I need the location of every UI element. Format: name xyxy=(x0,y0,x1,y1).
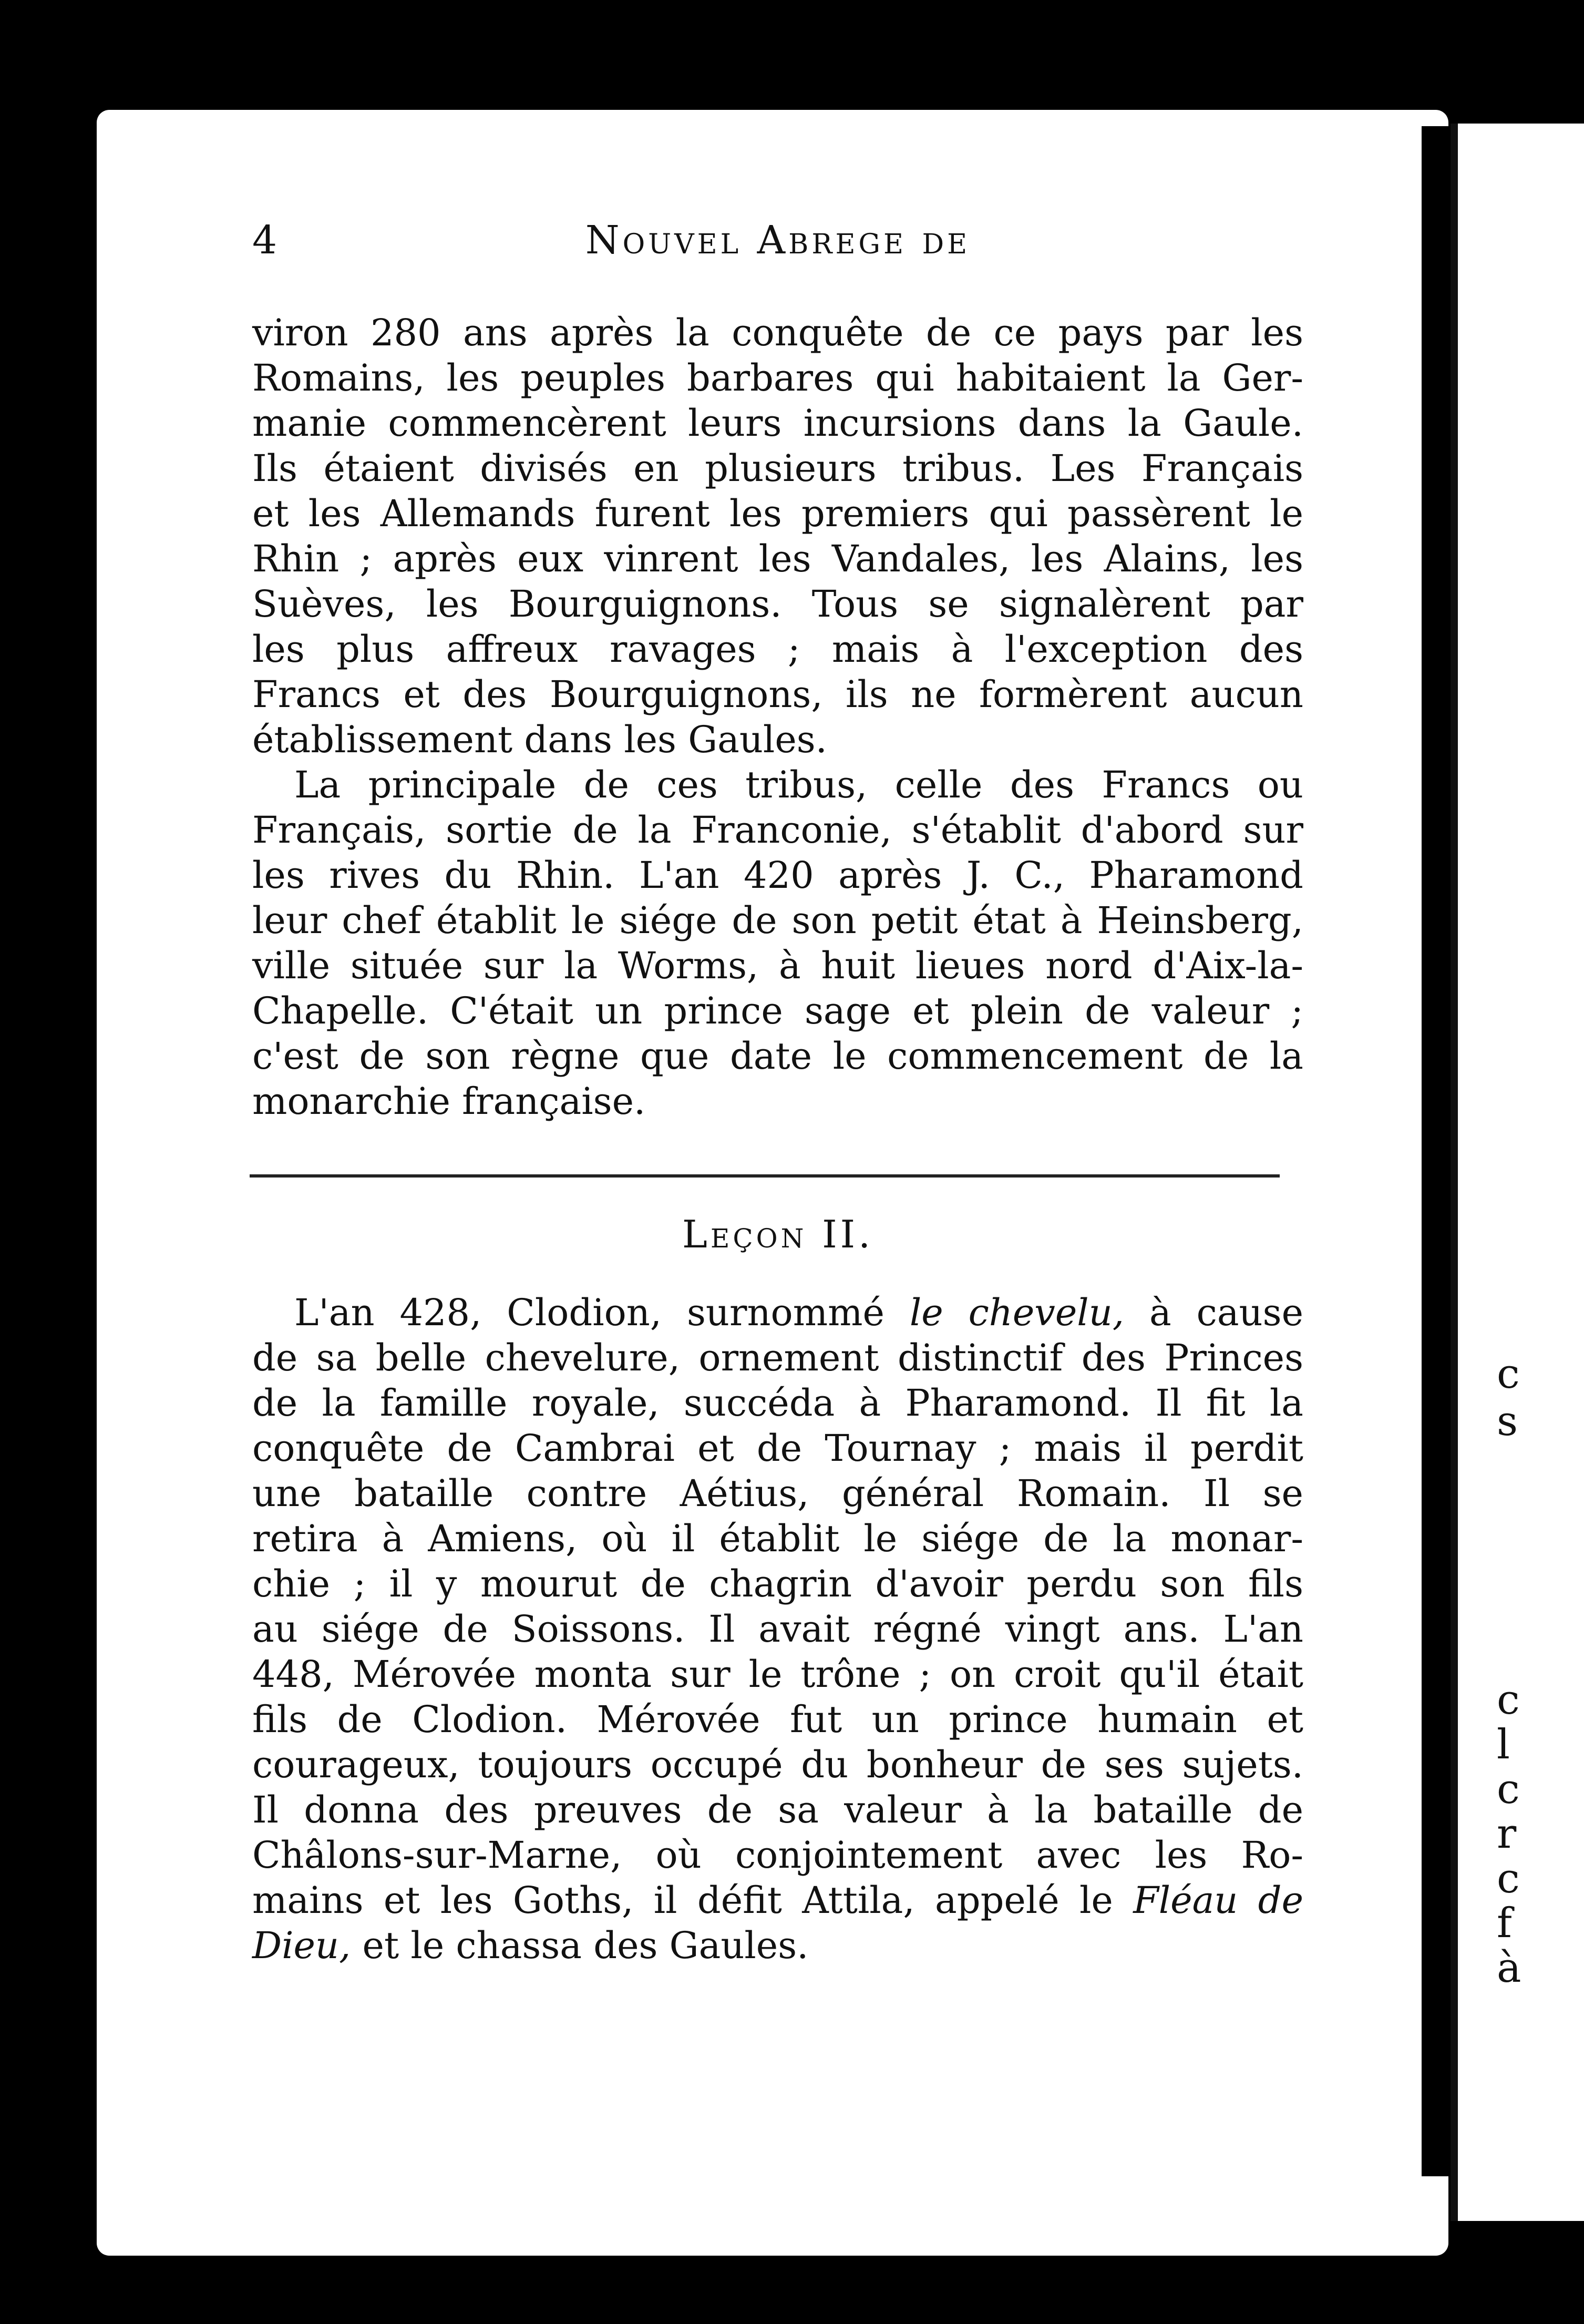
text-segment: et le chassa des Gaules. xyxy=(351,1924,809,1967)
running-title: Nouvel Abrege de xyxy=(585,218,971,263)
section-divider xyxy=(250,1174,1280,1178)
text-line: c'est de son règne que date le commencement de la xyxy=(252,1035,1303,1078)
facing-page-fragment: à xyxy=(1497,1944,1521,1992)
text-line: de la famille royale, succéda à Pharamond. Il fit la xyxy=(252,1381,1303,1425)
facing-page-edge xyxy=(1451,124,1584,2221)
binding-shadow xyxy=(1422,126,1451,2176)
text-line: manie commencèrent leurs incursions dans la Gaule. xyxy=(252,402,1303,445)
text-line: Ils étaient divisés en plusieurs tribus. Les Français xyxy=(252,447,1303,490)
text-line xyxy=(252,1878,1303,1923)
text-line: La principale de ces tribus, celle des Francs ou xyxy=(294,763,1303,806)
text-line: Rhin ; après eux vinrent les Vandales, les Alains, les xyxy=(252,537,1303,580)
paragraph-clodion xyxy=(252,1290,1303,1968)
text-line: Châlons-sur-Marne, où conjointement avec les Ro- xyxy=(252,1834,1303,1877)
italic-phrase: le chevelu, xyxy=(909,1291,1124,1334)
running-head xyxy=(252,218,1303,284)
facing-page-fragment: f xyxy=(1497,1900,1512,1947)
facing-page-fragment: s xyxy=(1497,1398,1518,1445)
text-line: établissement dans les Gaules. xyxy=(252,718,827,761)
text-line: Français, sortie de la Franconie, s'établit d'abord sur xyxy=(252,808,1303,852)
text-segment: L'an 428, Clodion, surnommé xyxy=(294,1291,910,1334)
text-line: chie ; il y mourut de chagrin d'avoir perdu son fils xyxy=(252,1562,1303,1605)
text-line: les rives du Rhin. L'an 420 après J. C., Pharamond xyxy=(252,854,1303,897)
facing-page-fragment: c xyxy=(1497,1350,1520,1398)
facing-page-fragment: l xyxy=(1497,1721,1510,1768)
text-line: une bataille contre Aétius, général Romain. Il se xyxy=(252,1472,1303,1515)
text-line: de sa belle chevelure, ornement distinctif des Princes xyxy=(252,1336,1303,1379)
text-line: 448, Mérovée monta sur le trône ; on croit qu'il était xyxy=(252,1653,1303,1696)
lesson-heading: Leçon II. xyxy=(682,1212,873,1256)
text-line xyxy=(252,1923,1303,1968)
text-segment: mains et les Goths, il défit Attila, appelé le xyxy=(252,1879,1134,1922)
text-line: Romains, les peuples barbares qui habitaient la Ger- xyxy=(252,356,1303,400)
facing-page-fragment: r xyxy=(1497,1810,1517,1858)
text-line: retira à Amiens, où il établit le siége de la monar- xyxy=(252,1517,1303,1560)
text-line: les plus affreux ravages ; mais à l'exception des xyxy=(252,628,1303,671)
text-line: monarchie française. xyxy=(252,1080,646,1123)
text-line: Il donna des preuves de sa valeur à la bataille de xyxy=(252,1788,1303,1831)
facing-page-gutter xyxy=(1451,124,1458,2221)
text-segment: à cause xyxy=(1124,1291,1303,1334)
text-line: au siége de Soissons. Il avait régné vingt ans. L'an xyxy=(252,1608,1303,1651)
page-number: 4 xyxy=(252,218,277,263)
facing-page-fragment: c xyxy=(1497,1676,1520,1724)
text-line: leur chef établit le siége de son petit état à Heinsberg, xyxy=(252,899,1303,942)
text-line: Francs et des Bourguignons, ils ne formèrent aucun xyxy=(252,673,1303,716)
paragraph-francs xyxy=(252,762,1303,1124)
text-line: Suèves, les Bourguignons. Tous se signalèrent par xyxy=(252,582,1303,626)
facing-page-fragment: c xyxy=(1497,1855,1520,1902)
paragraph-continuation xyxy=(252,310,1303,762)
page-content xyxy=(252,218,1303,1968)
text-line: fils de Clodion. Mérovée fut un prince humain et xyxy=(252,1698,1303,1741)
text-line: conquête de Cambrai et de Tournay ; mais il perdit xyxy=(252,1427,1303,1470)
facing-page-fragment: c xyxy=(1497,1766,1520,1813)
text-line: ville située sur la Worms, à huit lieues nord d'Aix-la- xyxy=(252,944,1303,987)
text-line xyxy=(252,1290,1303,1335)
italic-phrase: Dieu, xyxy=(252,1924,351,1967)
text-line: et les Allemands furent les premiers qui passèrent le xyxy=(252,492,1303,535)
text-line: viron 280 ans après la conquête de ce pays par les xyxy=(252,311,1303,354)
text-line: courageux, toujours occupé du bonheur de ses sujets. xyxy=(252,1743,1303,1786)
text-line: Chapelle. C'était un prince sage et plein de valeur ; xyxy=(252,989,1303,1032)
italic-phrase: Fléau de xyxy=(1133,1879,1303,1922)
